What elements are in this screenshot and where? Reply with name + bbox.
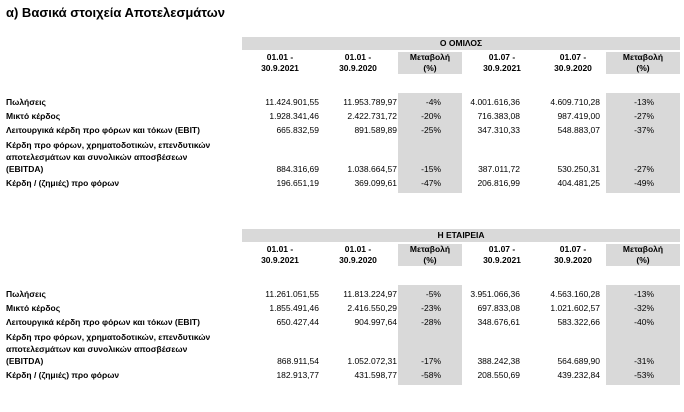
row-label: Πωλήσεις xyxy=(6,97,46,107)
table-cell-value: 868.911,54 xyxy=(277,356,319,366)
table-cell-value: 1.928.341,46 xyxy=(269,111,319,121)
table-cell-value: -5% xyxy=(425,289,441,299)
table-cell-value: 650.427,44 xyxy=(276,317,319,327)
column-header-line: 30.9.2020 xyxy=(339,254,377,265)
table-cell-value: -49% xyxy=(634,178,654,188)
column-header-line: 01.07 - xyxy=(559,52,587,62)
table-cell-value: -47% xyxy=(421,178,441,188)
column-header-line: 01.01 - xyxy=(344,52,372,62)
column-header-line: 30.9.2021 xyxy=(483,254,521,265)
table-cell-value: -53% xyxy=(634,370,654,380)
table-cell-value: 11.953.789,97 xyxy=(343,97,397,107)
table-cell-value: 347.310,33 xyxy=(477,125,520,135)
table-cell-value: 697.833,08 xyxy=(477,303,520,313)
table-cell-value: 2.422.731,72 xyxy=(347,111,397,121)
column-header xyxy=(542,244,604,266)
column-header-line: (%) xyxy=(636,62,650,73)
row-label: Κέρδη / (ζημιές) προ φόρων xyxy=(6,178,120,188)
column-header-line: (%) xyxy=(423,62,437,73)
table-cell-value: 439.232,84 xyxy=(557,370,600,380)
table-cell-value: 4.001.616,36 xyxy=(470,97,520,107)
table-cell-value: -27% xyxy=(634,111,654,121)
group-header: Ο ΟΜΙΛΟΣ xyxy=(242,37,680,50)
group-header: Η ΕΤΑΙΡΕΙΑ xyxy=(242,229,680,242)
table-cell-value: 369.099,61 xyxy=(354,178,397,188)
table-cell-value: 11.424.901,55 xyxy=(265,97,319,107)
column-header xyxy=(606,244,680,266)
column-header-line: 30.9.2021 xyxy=(483,62,521,73)
column-header-line: Μεταβολή xyxy=(409,52,451,62)
row-label: (EBITDA) xyxy=(6,356,44,366)
table-cell-value: 11.261.051,55 xyxy=(265,289,319,299)
table-cell-value: -28% xyxy=(421,317,441,327)
table-cell-value: -15% xyxy=(421,164,441,174)
row-label: Πωλήσεις xyxy=(6,289,46,299)
table-cell-value: -20% xyxy=(421,111,441,121)
table-cell-value: -40% xyxy=(634,317,654,327)
table-cell-value: 11.813.224,97 xyxy=(343,289,397,299)
column-header-line: 01.07 - xyxy=(488,52,516,62)
column-header-line: 01.07 - xyxy=(488,244,516,254)
table-cell-value: 1.855.491,46 xyxy=(269,303,319,313)
column-header-line: 30.9.2020 xyxy=(554,62,592,73)
table-cell-value: 665.832,59 xyxy=(276,125,319,135)
table-cell-value: 530.250,31 xyxy=(557,164,600,174)
row-label: Λειτουργικά κέρδη προ φόρων και τόκων (EBIT) xyxy=(6,317,200,327)
table-cell-value: 987.419,00 xyxy=(557,111,600,121)
table-cell-value: 3.951.066,36 xyxy=(470,289,520,299)
table-cell-value: 583.322,66 xyxy=(557,317,600,327)
table-cell-value: 348.676,61 xyxy=(477,317,520,327)
column-header-line: 01.01 - xyxy=(266,52,294,62)
table-cell-value: 1.038.664,57 xyxy=(347,164,397,174)
row-label: Κέρδη προ φόρων, χρηματοδοτικών, επενδυτικών xyxy=(6,140,211,150)
table-cell-value: -23% xyxy=(421,303,441,313)
table-cell-value: -13% xyxy=(634,97,654,107)
column-header-line: Μεταβολή xyxy=(409,244,451,254)
column-header xyxy=(542,52,604,74)
table-cell-value: 4.609.710,28 xyxy=(550,97,600,107)
column-header-line: 30.9.2021 xyxy=(261,62,299,73)
table-cell-value: 1.021.602,57 xyxy=(550,303,600,313)
table-cell-value: 716.383,08 xyxy=(477,111,520,121)
column-header-line: 30.9.2020 xyxy=(339,62,377,73)
table-cell-value: 1.052.072,31 xyxy=(347,356,397,366)
column-header-line: Μεταβολή xyxy=(622,52,664,62)
column-header-line: 30.9.2021 xyxy=(261,254,299,265)
column-header-line: 01.01 - xyxy=(344,244,372,254)
table-cell-value: -37% xyxy=(634,125,654,135)
row-label: Κέρδη προ φόρων, χρηματοδοτικών, επενδυτικών xyxy=(6,332,211,342)
column-header xyxy=(320,244,396,266)
table-cell-value: -13% xyxy=(634,289,654,299)
column-header xyxy=(242,244,318,266)
row-label: Λειτουργικά κέρδη προ φόρων και τόκων (EBIT) xyxy=(6,125,200,135)
column-header xyxy=(398,52,462,74)
table-cell-value: 388.242,38 xyxy=(477,356,520,366)
table-cell-value: -4% xyxy=(425,97,441,107)
table-cell-value: 196.651,19 xyxy=(276,178,319,188)
table-cell-value: -17% xyxy=(421,356,441,366)
table-cell-value: 564.689,90 xyxy=(557,356,600,366)
table-cell-value: 206.816,99 xyxy=(477,178,520,188)
column-header xyxy=(464,244,540,266)
table-cell-value: 182.913,77 xyxy=(276,370,319,380)
table-cell-value: -27% xyxy=(634,164,654,174)
column-header-line: Μεταβολή xyxy=(622,244,664,254)
row-label: Κέρδη / (ζημιές) προ φόρων xyxy=(6,370,120,380)
column-header-line: 30.9.2020 xyxy=(554,254,592,265)
table-cell-value: 387.011,72 xyxy=(478,164,520,174)
table-cell-value: -32% xyxy=(634,303,654,313)
column-header xyxy=(606,52,680,74)
column-header xyxy=(320,52,396,74)
column-header xyxy=(242,52,318,74)
table-cell-value: 891.589,89 xyxy=(354,125,397,135)
table-cell-value: 884.316,69 xyxy=(276,164,319,174)
row-label: (EBITDA) xyxy=(6,164,44,174)
table-cell-value: 431.598,77 xyxy=(354,370,397,380)
table-cell-value: -58% xyxy=(421,370,441,380)
section-heading: α) Βασικά στοιχεία Αποτελεσμάτων xyxy=(6,5,225,20)
column-header xyxy=(398,244,462,266)
column-header xyxy=(464,52,540,74)
table-cell-value: 548.883,07 xyxy=(557,125,600,135)
table-cell-value: 4.563.160,28 xyxy=(550,289,600,299)
row-label: Μικτό κέρδος xyxy=(6,303,61,313)
row-label: Μικτό κέρδος xyxy=(6,111,61,121)
table-cell-value: -25% xyxy=(421,125,441,135)
table-cell-value: 2.416.550,29 xyxy=(347,303,397,313)
column-header-line: 01.01 - xyxy=(266,244,294,254)
column-header-line: (%) xyxy=(636,254,650,265)
table-cell-value: 208.550,69 xyxy=(477,370,520,380)
table-cell-value: -31% xyxy=(634,356,654,366)
row-label: αποτελεσμάτων και συνολικών αποσβέσεων xyxy=(6,152,188,162)
table-cell-value: 904.997,64 xyxy=(354,317,397,327)
column-header-line: 01.07 - xyxy=(559,244,587,254)
row-label: αποτελεσμάτων και συνολικών αποσβέσεων xyxy=(6,344,188,354)
table-cell-value: 404.481,25 xyxy=(557,178,600,188)
column-header-line: (%) xyxy=(423,254,437,265)
